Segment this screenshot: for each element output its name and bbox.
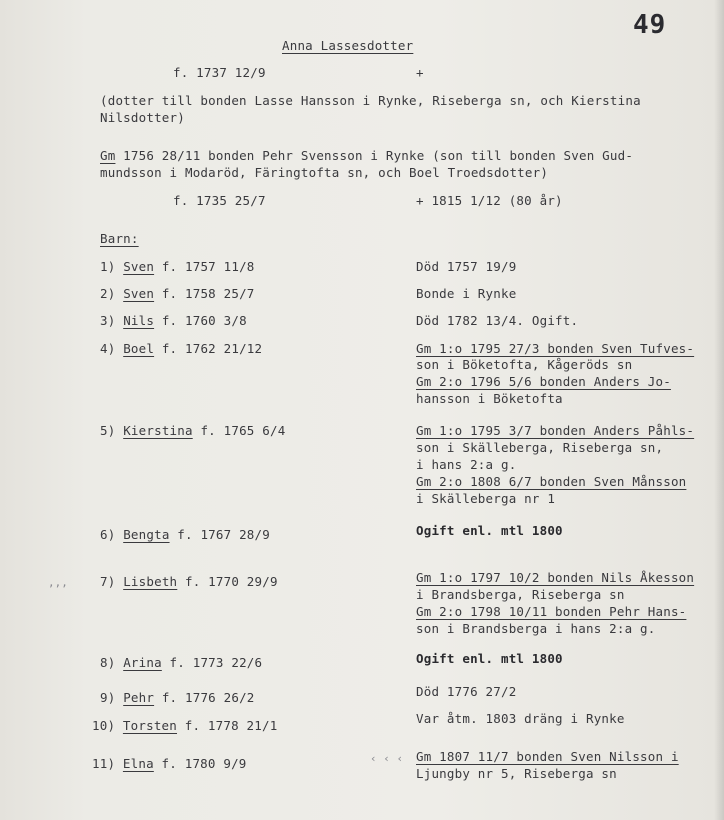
page-number: 49 [633, 10, 667, 40]
person-name: Anna Lassesdotter [282, 38, 414, 53]
parents-line-1: (dotter till bonden Lasse Hansson i Rynke, Riseberga sn, och Kierstina [100, 93, 641, 108]
child-row: 5) Kierstina f. 1765 6/4 [100, 423, 286, 438]
child-row: 10) Torsten f. 1778 21/1 [92, 718, 278, 733]
child-info [416, 749, 679, 765]
child-info-gm: Gm 1:o 1795 27/3 bonden Sven Tufves- [416, 341, 695, 356]
child-info: i hans 2:a g. [416, 457, 517, 472]
child-name: Arina [123, 655, 162, 670]
child-row: 2) Sven f. 1758 25/7 [100, 286, 255, 301]
child-info: hansson i Böketofta [416, 391, 563, 406]
margin-pencil-mark: ,,, [48, 576, 68, 589]
child-name: Torsten [122, 718, 178, 733]
children-label: Barn: [100, 231, 139, 246]
child-info-gm: Gm 2:o 1796 5/6 bonden Anders Jo- [416, 374, 671, 389]
child-info-gm: Gm 1:o 1797 10/2 bonden Nils Åkesson [416, 570, 695, 585]
child-info: i Skälleberga nr 1 [416, 491, 556, 506]
child-info: Ljungby nr 5, Riseberga sn [416, 766, 617, 781]
child-info: Ogift enl. mtl 1800 [416, 651, 563, 666]
child-info [416, 374, 671, 390]
child-info: Död 1776 27/2 [416, 684, 517, 699]
child-info-gm: Gm 1807 11/7 bonden Sven Nilsson i [416, 749, 679, 764]
margin-pencil-mark: ‹ ‹ ‹ [370, 752, 404, 765]
child-row: 8) Arina f. 1773 22/6 [100, 655, 263, 670]
child-row: 7) Lisbeth f. 1770 29/9 [100, 574, 278, 589]
page-edge-shadow [714, 0, 724, 820]
spouse-birth: f. 1735 25/7 [173, 193, 266, 208]
person-birth: f. 1737 12/9 [173, 65, 266, 80]
child-info: i Brandsberga, Riseberga sn [416, 587, 625, 602]
child-info [416, 474, 686, 490]
child-info [416, 570, 694, 586]
child-info [416, 423, 694, 439]
person-death-cross: + [416, 65, 424, 80]
child-name: Sven [123, 259, 155, 274]
child-info: Ogift enl. mtl 1800 [416, 523, 563, 538]
marriage-line-2: mundsson i Modaröd, Färingtofta sn, och Boel Troedsdotter) [100, 165, 549, 180]
child-name: Nils [123, 313, 155, 328]
child-info: Var åtm. 1803 dräng i Rynke [416, 711, 625, 726]
child-info-gm: Gm 2:o 1798 10/11 bonden Pehr Hans- [416, 604, 687, 619]
child-row: 4) Boel f. 1762 21/12 [100, 341, 263, 356]
child-row: 3) Nils f. 1760 3/8 [100, 313, 247, 328]
child-row: 1) Sven f. 1757 11/8 [100, 259, 255, 274]
child-info-gm: Gm 1:o 1795 3/7 bonden Anders Påhls- [416, 423, 695, 438]
child-info: son i Brandsberga i hans 2:a g. [416, 621, 656, 636]
child-info [416, 341, 694, 357]
child-name: Kierstina [123, 423, 193, 438]
child-info: Död 1757 19/9 [416, 259, 517, 274]
child-info: Död 1782 13/4. Ogift. [416, 313, 579, 328]
marriage-line-1-text: 1756 28/11 bonden Pehr Svensson i Rynke (son till bonden Sven Gud- [115, 148, 634, 163]
child-info: son i Skälleberga, Riseberga sn, [416, 440, 664, 455]
spouse-death: + 1815 1/12 (80 år) [416, 193, 563, 208]
child-row: 6) Bengta f. 1767 28/9 [100, 527, 270, 542]
child-row: 9) Pehr f. 1776 26/2 [100, 690, 255, 705]
child-name: Boel [123, 341, 155, 356]
child-row: 11) Elna f. 1780 9/9 [92, 756, 247, 771]
child-name: Lisbeth [123, 574, 178, 589]
child-info: Bonde i Rynke [416, 286, 517, 301]
child-name: Bengta [123, 527, 170, 542]
child-name: Pehr [123, 690, 155, 705]
child-name: Elna [122, 756, 154, 771]
parents-line-2: Nilsdotter) [100, 110, 185, 125]
child-name: Sven [123, 286, 155, 301]
child-info [416, 604, 686, 620]
marriage-gm: Gm [100, 148, 116, 163]
marriage-line-1 [100, 148, 633, 164]
child-info: son i Böketofta, Kågeröds sn [416, 357, 633, 372]
child-info-gm: Gm 2:o 1808 6/7 bonden Sven Månsson [416, 474, 687, 489]
